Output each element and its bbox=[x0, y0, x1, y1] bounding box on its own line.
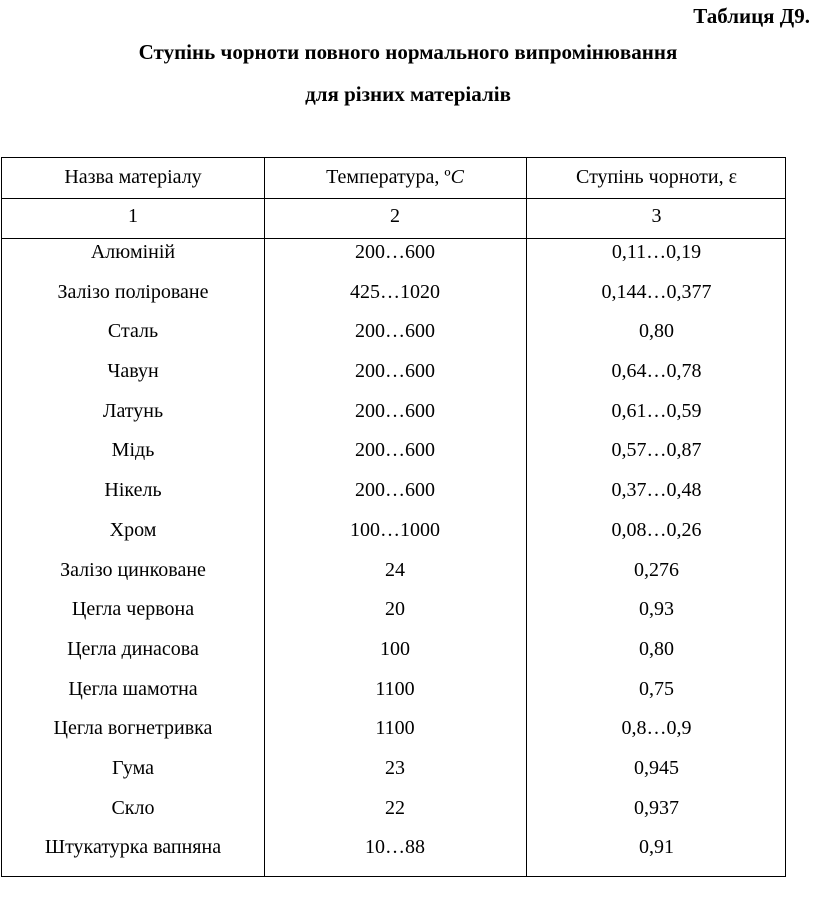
table-row bbox=[2, 756, 787, 796]
header-temperature-label: Температура, º bbox=[326, 166, 451, 188]
table-row bbox=[2, 835, 787, 875]
material-cell: Цегла динасова bbox=[67, 637, 199, 660]
emissivity-cell: 0,937 bbox=[634, 796, 679, 819]
material-cell: Залізо цинковане bbox=[60, 558, 206, 581]
temperature-cell: 1100 bbox=[375, 677, 415, 700]
temperature-cell: 200…600 bbox=[355, 241, 435, 263]
table-row bbox=[2, 796, 787, 836]
emissivity-cell: 0,80 bbox=[639, 320, 674, 343]
table-row bbox=[2, 597, 787, 637]
temperature-cell: 24 bbox=[385, 558, 405, 581]
emissivity-cell: 0,61…0,59 bbox=[611, 399, 702, 422]
temperature-cell: 200…600 bbox=[355, 399, 435, 422]
temperature-cell: 1100 bbox=[375, 717, 415, 740]
header-temperature-unit: C bbox=[450, 166, 464, 188]
emissivity-cell: 0,57…0,87 bbox=[611, 439, 702, 462]
table-row bbox=[2, 438, 787, 478]
table-body bbox=[2, 240, 787, 875]
material-cell: Алюміній bbox=[90, 241, 176, 263]
material-cell: Мідь bbox=[111, 439, 155, 462]
material-cell: Залізо поліроване bbox=[57, 280, 209, 303]
table-row bbox=[2, 319, 787, 359]
table-row bbox=[2, 399, 787, 439]
temperature-cell: 200…600 bbox=[355, 479, 435, 502]
emissivity-cell: 0,37…0,48 bbox=[611, 479, 702, 502]
table-row bbox=[2, 359, 787, 399]
material-cell: Цегла вогнетривка bbox=[53, 717, 213, 740]
column-number: 1 bbox=[128, 205, 138, 227]
column-number: 2 bbox=[390, 205, 400, 227]
header-temperature bbox=[264, 165, 526, 189]
temperature-cell: 200…600 bbox=[355, 320, 435, 343]
emissivity-cell: 0,93 bbox=[639, 598, 674, 621]
table-row bbox=[2, 518, 787, 558]
material-cell: Латунь bbox=[102, 399, 164, 422]
table-row bbox=[2, 637, 787, 677]
table-row bbox=[2, 677, 787, 717]
temperature-cell: 23 bbox=[385, 756, 405, 779]
emissivity-cell: 0,144…0,377 bbox=[601, 280, 712, 303]
temperature-cell: 425…1020 bbox=[350, 280, 440, 303]
material-cell: Скло bbox=[111, 796, 155, 819]
temperature-cell: 10…88 bbox=[365, 836, 425, 859]
table-subtitle: для різних матеріалів bbox=[305, 82, 511, 106]
temperature-cell: 20 bbox=[385, 598, 405, 621]
material-cell: Хром bbox=[109, 518, 157, 541]
temperature-cell: 200…600 bbox=[355, 439, 435, 462]
header-material: Назва матеріалу bbox=[64, 166, 202, 188]
temperature-cell: 100…1000 bbox=[350, 518, 440, 541]
temperature-cell: 22 bbox=[385, 796, 405, 819]
emissivity-cell: 0,945 bbox=[634, 756, 679, 779]
table-title: Ступінь чорноти повного нормального випромінювання bbox=[138, 40, 678, 64]
table-number-label: Таблиця Д9. bbox=[693, 4, 810, 28]
table-row bbox=[2, 280, 787, 320]
table-row bbox=[2, 716, 787, 756]
header-emissivity: Ступінь чорноти, ε bbox=[576, 166, 737, 188]
material-cell: Чавун bbox=[107, 360, 159, 383]
material-cell: Штукатурка вапняна bbox=[44, 836, 222, 859]
material-cell: Сталь bbox=[107, 320, 159, 343]
emissivity-cell: 0,80 bbox=[639, 637, 674, 660]
table-row bbox=[2, 478, 787, 518]
table-row bbox=[2, 240, 787, 280]
emissivity-cell: 0,276 bbox=[634, 558, 679, 581]
emissivity-table bbox=[1, 157, 786, 877]
material-cell: Цегла шамотна bbox=[68, 677, 198, 700]
emissivity-cell: 0,64…0,78 bbox=[611, 360, 702, 383]
temperature-cell: 100 bbox=[380, 637, 410, 660]
material-cell: Гума bbox=[112, 756, 154, 779]
material-cell: Нікель bbox=[104, 479, 162, 502]
material-cell: Цегла червона bbox=[71, 598, 195, 621]
emissivity-cell: 0,75 bbox=[639, 677, 674, 700]
emissivity-cell: 0,8…0,9 bbox=[621, 717, 692, 740]
row-divider bbox=[2, 238, 785, 239]
temperature-cell: 200…600 bbox=[355, 360, 435, 383]
column-number: 3 bbox=[651, 205, 662, 227]
emissivity-cell: 0,08…0,26 bbox=[611, 518, 702, 541]
row-divider bbox=[2, 198, 785, 199]
emissivity-cell: 0,91 bbox=[639, 836, 674, 859]
table-row bbox=[2, 558, 787, 598]
emissivity-cell: 0,11…0,19 bbox=[611, 241, 702, 263]
